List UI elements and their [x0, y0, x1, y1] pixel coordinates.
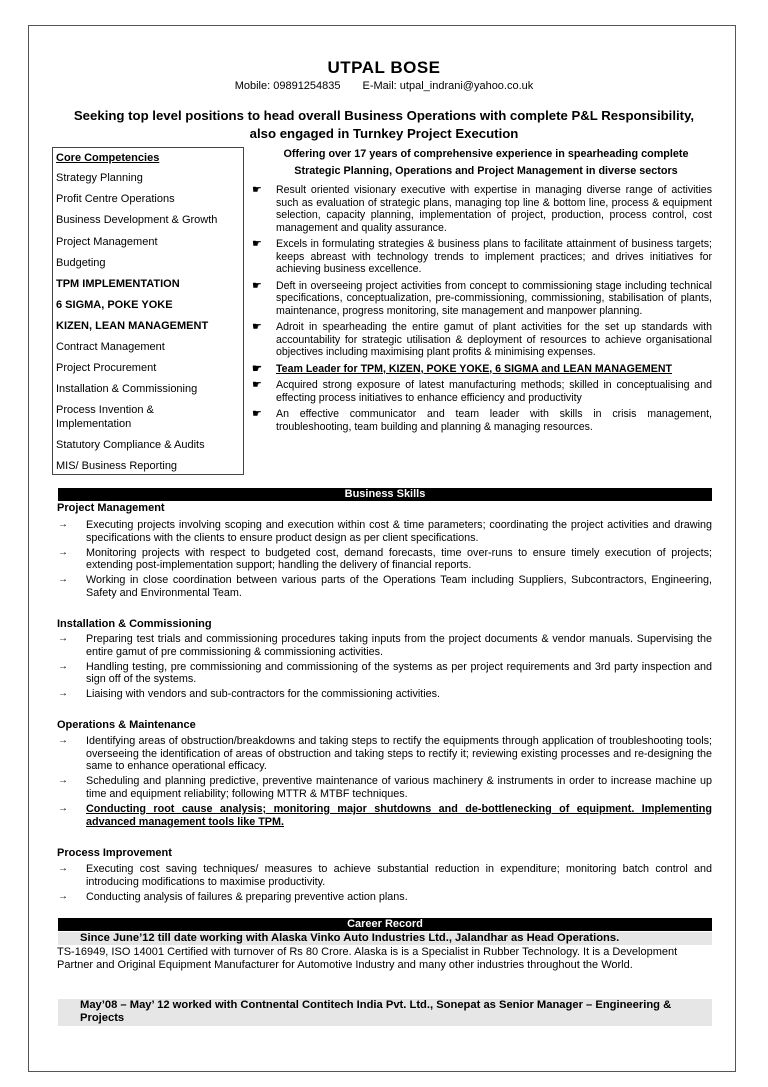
list-item-text: Identifying areas of obstruction/breakdowns and taking steps to rectify the equipments through application of troubleshooting tools; overseeing the identification of areas of obstruction and taking steps to rectify it; reviewing existing processes and re-designing the same to enhance operational efficacy.: [86, 735, 712, 773]
summary-bullet-text: Acquired strong exposure of latest manufacturing methods; skilled in conceptualising and effecting process initiatives to enhance efficiency and productivity: [276, 379, 712, 404]
competency-item: Profit Centre Operations: [56, 193, 175, 205]
list-item: [57, 863, 712, 888]
summary-bullet: [252, 408, 712, 433]
competency-item: Project Procurement: [56, 362, 157, 374]
operations-list: [57, 735, 712, 831]
competency-item: Process Invention & Implementation: [56, 404, 154, 430]
arrow-right-icon: →: [58, 863, 68, 874]
competency-item: 6 SIGMA, POKE YOKE: [56, 299, 173, 311]
core-competencies-title: Core Competencies: [56, 152, 160, 164]
objective-statement: Seeking top level positions to head overall Business Operations with complete P&L Responsibility, also engaged in Turnkey Project Execution: [73, 108, 695, 141]
list-item: [57, 688, 712, 701]
list-item: [57, 775, 712, 800]
list-item-text: Conducting analysis of failures & preparing preventive action plans.: [86, 890, 408, 903]
job-heading: May’08 – May’ 12 worked with Contnental Contitech India Pvt. Ltd., Sonepat as Senior Manager – Engineering & Projects: [58, 999, 712, 1026]
process-improvement-list: [57, 863, 712, 906]
list-item-text: Working in close coordination between various parts of the Operations Team including Suppliers, Subcontractors, Engineering, Safety and Environmental Team.: [86, 574, 712, 599]
list-item: [57, 547, 712, 572]
job-heading: Since June’12 till date working with Alaska Vinko Auto Industries Ltd., Jalandhar as Head Operations.: [58, 932, 712, 945]
email-address: E-Mail: utpal_indrani@yahoo.co.uk: [362, 80, 534, 92]
career-record-header: Career Record: [58, 918, 712, 931]
summary-bullet-text: Adroit in spearheading the entire gamut of plant activities for the set up standards with accountability for strategic utilisation & deployment of resources to achieve organisational objectives including maximising plant profits & minimising expenses.: [276, 321, 712, 358]
installation-title: Installation & Commissioning: [57, 618, 212, 630]
arrow-right-icon: →: [58, 574, 68, 586]
arrow-right-icon: →: [58, 546, 68, 558]
pointing-hand-icon: ☛: [252, 379, 262, 391]
arrow-right-icon: →: [58, 735, 68, 746]
competency-item: Budgeting: [56, 257, 106, 269]
contact-line: [0, 80, 768, 92]
list-item-text: Executing projects involving scoping and execution within cost & time parameters; coordinating the project activities and drawing specifications with the clients to ensure product design as per client specifications.: [86, 519, 712, 544]
list-item-text: Preparing test trials and commissioning procedures taking inputs from the project documents & vendor manuals. Supervising the entire gamut of pre commissioning & commissioning activities.: [86, 633, 712, 658]
summary-bullet-text: Excels in formulating strategies & business plans to facilitate attainment of business targets; keeps abreast with technology trends to implement practices; and drives initiatives for achieving business excellence.: [276, 238, 712, 275]
competency-item: Installation & Commissioning: [56, 383, 198, 395]
summary-bullets: [252, 184, 712, 437]
arrow-right-icon: →: [58, 890, 68, 902]
summary-bullet: [252, 321, 712, 359]
list-item-text: Executing cost saving techniques/ measures to achieve substantial reduction in expenditure; monitoring batch control and introducing modifications to maximise productivity.: [86, 863, 712, 888]
list-item: [57, 633, 712, 658]
summary-bullet: [252, 280, 712, 318]
list-item-text: Conducting root cause analysis; monitoring major shutdowns and de-bottlenecking of equipment. Implementing advanced management tools like TPM.: [86, 802, 712, 828]
competency-item: TPM IMPLEMENTATION: [56, 278, 180, 290]
competency-item: Contract Management: [56, 341, 165, 353]
business-skills-header: Business Skills: [58, 488, 712, 501]
list-item-text: Handling testing, pre commissioning and commissioning of the systems as per project requirements and 3rd party inspection and sign off of the systems.: [86, 660, 712, 686]
pointing-hand-icon: ☛: [252, 408, 262, 420]
list-item-text: Liaising with vendors and sub-contractors for the commissioning activities.: [86, 688, 441, 701]
list-item: [57, 891, 712, 904]
summary-title-line: Offering over 17 years of comprehensive experience in spearheading complete: [283, 148, 689, 160]
list-item: [57, 803, 712, 828]
competency-item: Business Development & Growth: [56, 214, 218, 226]
project-management-list: [57, 519, 712, 602]
summary-title-line: Strategic Planning, Operations and Project Management in diverse sectors: [294, 165, 678, 177]
job-description: TS-16949, ISO 14001 Certified with turnover of Rs 80 Crore. Alaska is is a Specialist in Rubber Technology. It is a Development Partner and Original Equipment Manufacturer for Automotive Industry and many other industries throughout the World.: [57, 946, 678, 971]
installation-list: [57, 633, 712, 703]
list-item-text: Scheduling and planning predictive, preventive maintenance of various machinery & instruments in order to increase machine up time and equipment reliability; following MTTR & MTBF techniques.: [86, 775, 712, 800]
pointing-hand-icon: ☛: [252, 362, 262, 375]
arrow-right-icon: →: [58, 688, 68, 700]
arrow-right-icon: →: [58, 633, 68, 644]
competency-item: Project Management: [56, 236, 158, 248]
mobile-number: Mobile: 09891254835: [234, 80, 341, 92]
summary-bullet-text: An effective communicator and team leader with skills in crisis management, troubleshooting, team building and planning & managing resources.: [276, 408, 712, 433]
summary-bullet-text: Deft in overseeing project activities from concept to commissioning stage including technical specifications, conceptualization, pre-commissioning, commissioning, stabilisation of plants, maintenance, progress monitoring, site management and manpower planning.: [276, 279, 712, 317]
list-item: [57, 519, 712, 544]
arrow-right-icon: →: [58, 775, 68, 787]
competency-item: MIS/ Business Reporting: [56, 460, 178, 472]
list-item-text: Monitoring projects with respect to budgeted cost, demand forecasts, time over-runs to ensure timely execution of projects; extending post-implementation support; handling the delivery of financial reports.: [86, 546, 712, 572]
arrow-right-icon: →: [58, 660, 68, 672]
summary-bullet: [252, 238, 712, 276]
pointing-hand-icon: ☛: [252, 321, 262, 333]
operations-title: Operations & Maintenance: [57, 719, 196, 731]
pointing-hand-icon: ☛: [252, 279, 262, 292]
arrow-right-icon: →: [58, 519, 68, 530]
list-item: [57, 735, 712, 773]
list-item: [57, 574, 712, 599]
summary-bullet-text: Result oriented visionary executive with expertise in managing diverse range of activities such as evaluation of strategic plans, managing top line & bottom line, process & equipment selection, capacity planning, implementation of project, production, process control, cost management and quality assurance.: [276, 184, 712, 234]
summary-bullet: [252, 363, 712, 376]
process-improvement-title: Process Improvement: [57, 847, 172, 859]
summary-bullet: [252, 379, 712, 404]
summary-bullet-text: Team Leader for TPM, KIZEN, POKE YOKE, 6 SIGMA and LEAN MANAGEMENT: [276, 362, 672, 375]
pointing-hand-icon: ☛: [252, 184, 262, 196]
list-item: [57, 661, 712, 686]
pointing-hand-icon: ☛: [252, 238, 262, 250]
competency-item: KIZEN, LEAN MANAGEMENT: [56, 320, 209, 332]
project-management-title: Project Management: [57, 502, 165, 514]
competency-item: Strategy Planning: [56, 172, 143, 184]
core-competencies-box: [52, 147, 244, 475]
summary-bullet: [252, 184, 712, 234]
competency-item: Statutory Compliance & Audits: [56, 439, 205, 451]
summary-title: [250, 146, 722, 180]
arrow-right-icon: →: [58, 802, 68, 814]
candidate-name: UTPAL BOSE: [327, 58, 441, 77]
